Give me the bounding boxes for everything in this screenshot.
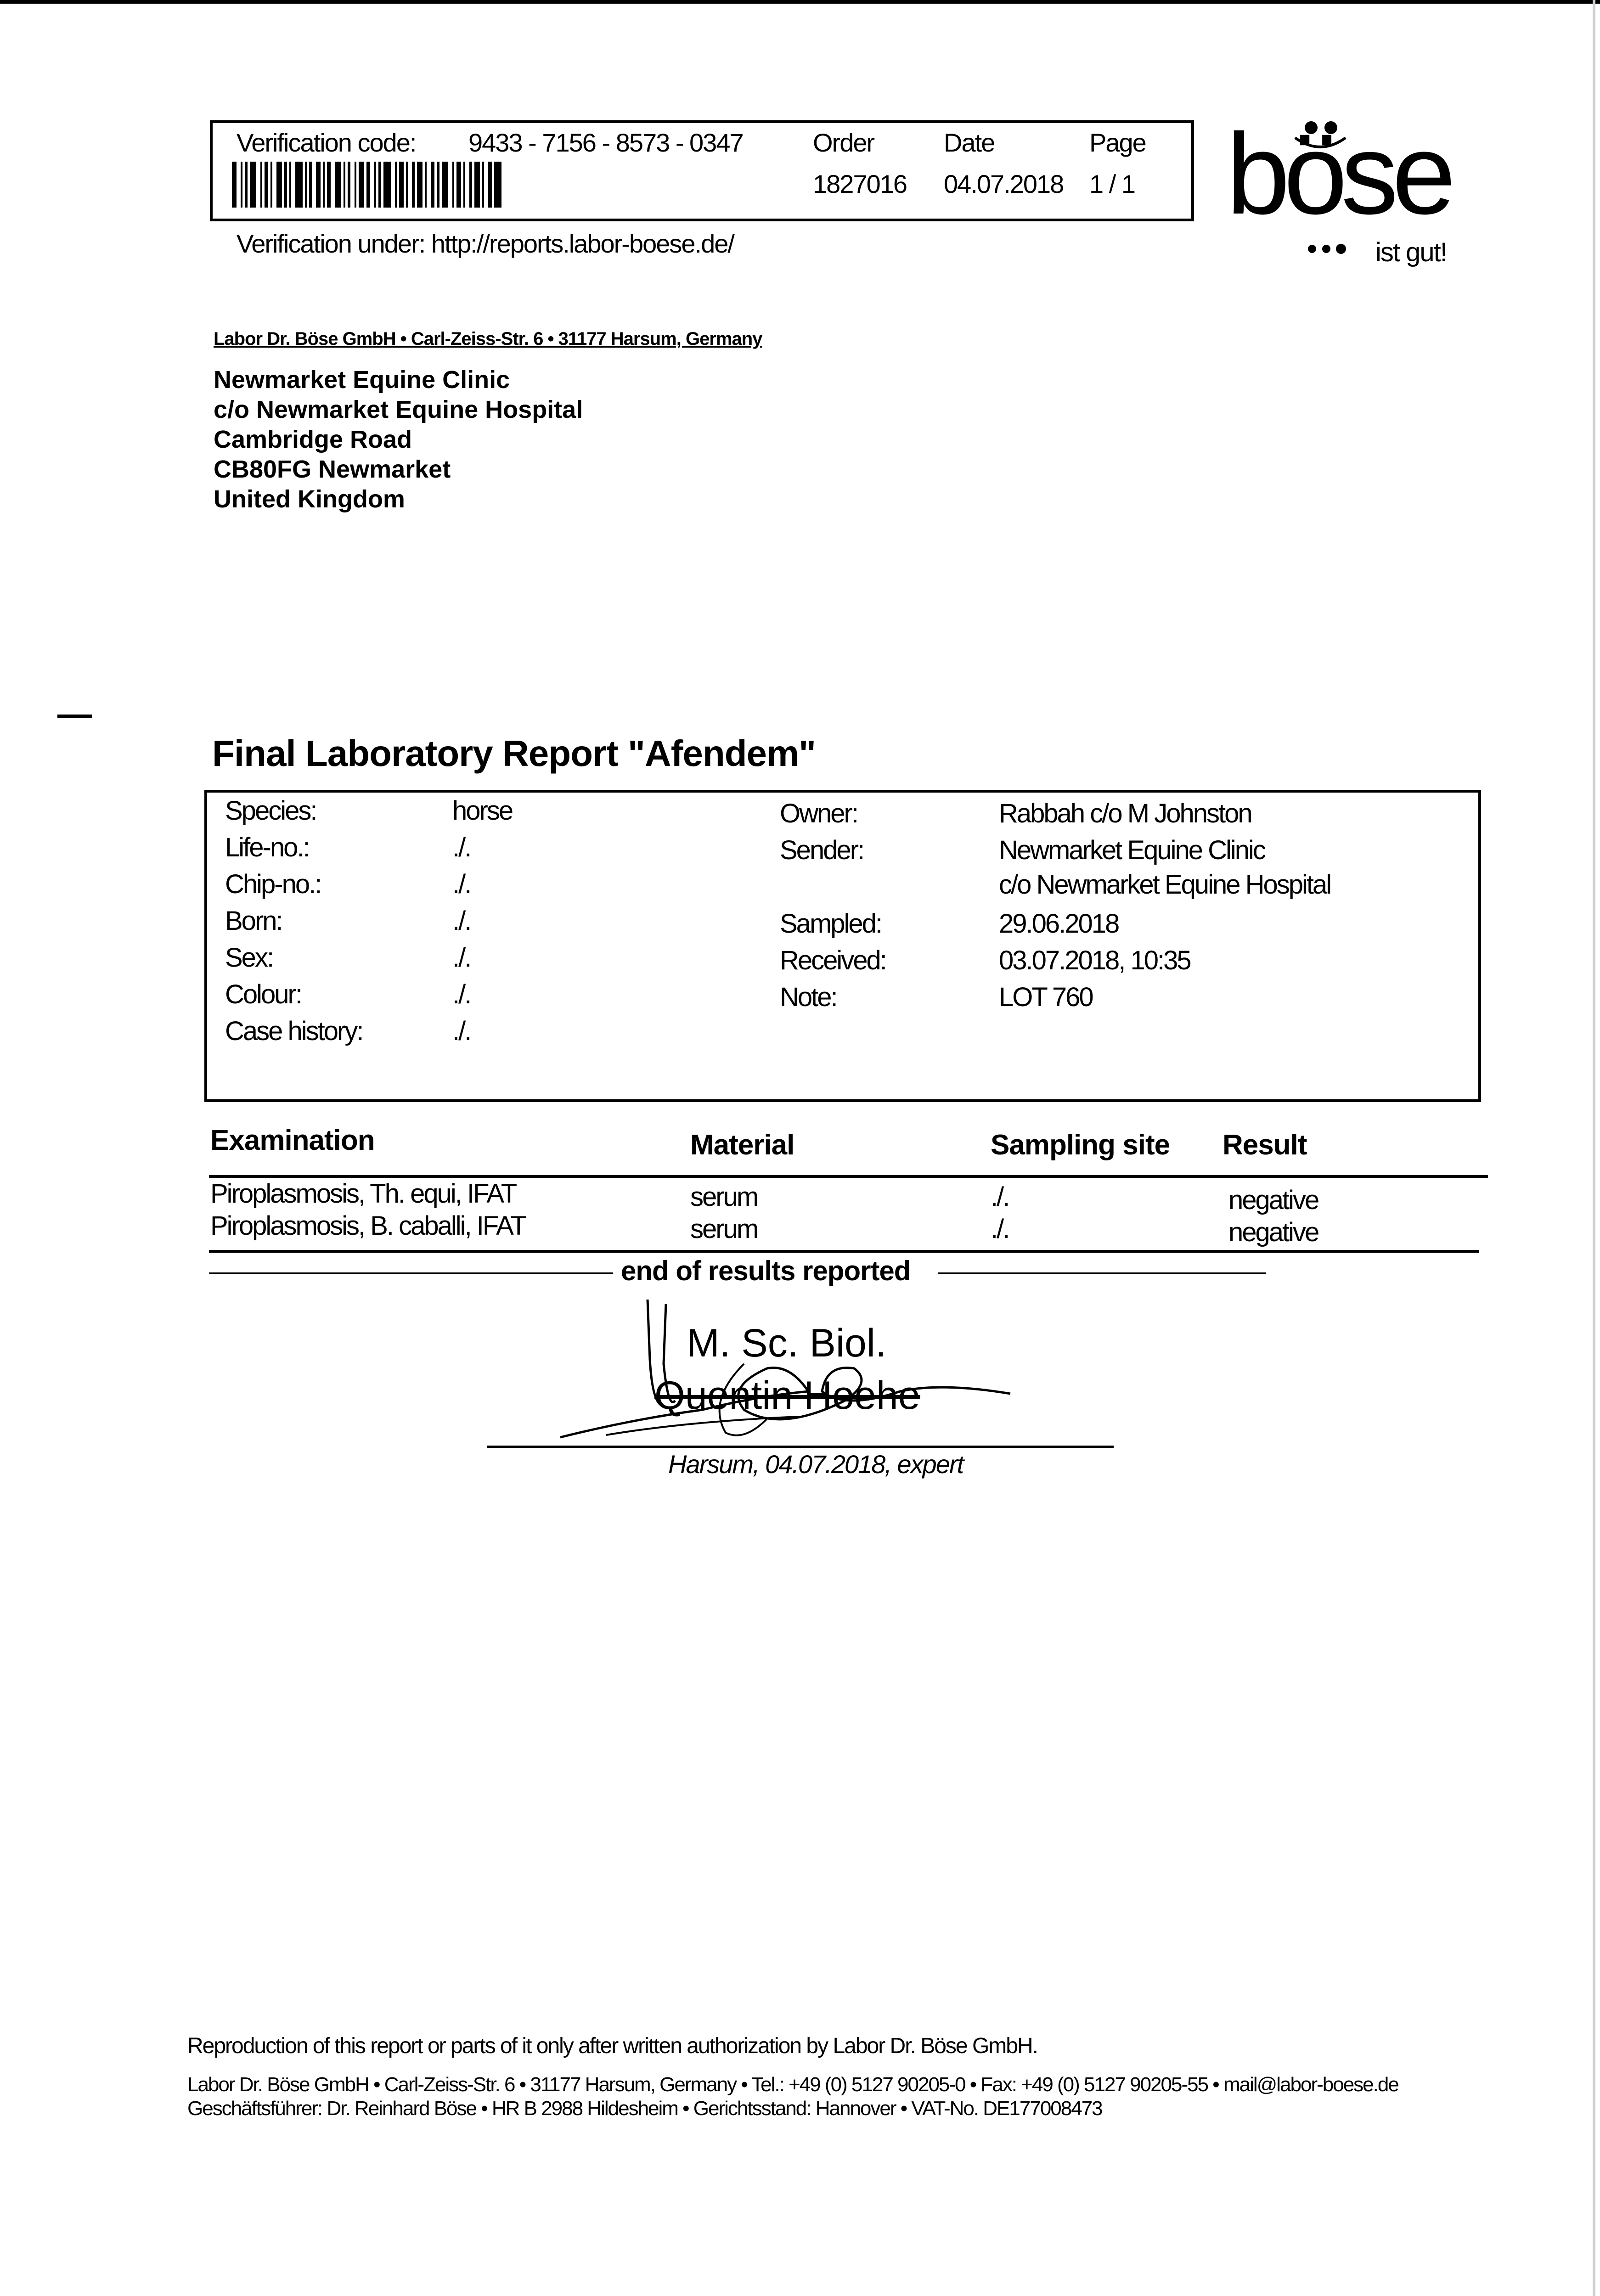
barcode-bar [378, 162, 381, 208]
verification-code-value: 9433 - 7156 - 8573 - 0347 [468, 128, 743, 157]
barcode-bar [412, 162, 415, 208]
barcode [232, 162, 553, 208]
boese-logo [1226, 92, 1483, 238]
barcode-bar [295, 162, 303, 208]
barcode-bar [359, 162, 364, 208]
recipient-line: United Kingdom [214, 485, 405, 513]
verification-url: Verification under: http://reports.labor-boese.de/ [237, 229, 734, 258]
info-label: Sender: [780, 835, 864, 865]
right-edge-shadow [1593, 0, 1595, 2296]
logo-brand-text: böse [1226, 110, 1450, 238]
table-cell-result: negative [1228, 1217, 1318, 1247]
barcode-bar [474, 162, 480, 208]
table-bottom-rule [209, 1250, 1479, 1253]
date-label: Date [944, 128, 995, 157]
barcode-bar [265, 162, 268, 208]
footer-legal: Geschäftsführer: Dr. Reinhard Böse • HR B 2988 Hildesheim • Gerichtsstand: Hannover • VAT-No. DE177008473 [187, 2097, 1102, 2120]
barcode-bar [348, 162, 350, 208]
table-header-rule [209, 1175, 1488, 1178]
info-value: ./. [452, 906, 471, 936]
page-label: Page [1089, 128, 1146, 157]
recipient-line: c/o Newmarket Equine Hospital [214, 396, 583, 423]
barcode-bar [437, 162, 439, 208]
info-label: Colour: [225, 979, 301, 1009]
barcode-bar [344, 162, 345, 208]
barcode-bar [383, 162, 391, 208]
footer-reproduction-note: Reproduction of this report or parts of it only after written authorization by Labor Dr. Böse GmbH. [187, 2034, 1037, 2058]
info-label: Sampled: [780, 909, 882, 939]
info-value: ./. [452, 943, 471, 973]
info-label: Species: [225, 796, 316, 826]
info-label: Owner: [780, 799, 857, 828]
barcode-bar [250, 162, 256, 208]
column-header-examination: Examination [210, 1125, 375, 1156]
table-cell-material: serum [690, 1182, 758, 1212]
barcode-bar [289, 162, 291, 208]
table-cell-sampling-site: ./. [991, 1182, 1009, 1212]
end-rule-right [938, 1272, 1266, 1274]
barcode-bar [309, 162, 312, 208]
table-cell-examination: Piroplasmosis, B. caballi, IFAT [210, 1211, 525, 1241]
recipient-line: Newmarket Equine Clinic [214, 366, 510, 394]
barcode-bar [316, 162, 321, 208]
table-cell-sampling-site: ./. [991, 1214, 1009, 1244]
barcode-bar [270, 162, 272, 208]
info-value: ./. [452, 979, 471, 1009]
recipient-line: CB80FG Newmarket [214, 456, 451, 483]
table-cell-examination: Piroplasmosis, Th. equi, IFAT [210, 1179, 516, 1209]
barcode-bar [488, 162, 492, 208]
info-label: Received: [780, 945, 886, 975]
info-label: Life-no.: [225, 833, 309, 862]
order-value: 1827016 [813, 169, 907, 198]
barcode-bar [463, 162, 465, 208]
column-header-sampling-site: Sampling site [991, 1129, 1170, 1161]
signature-caption: Harsum, 04.07.2018, expert [668, 1450, 963, 1479]
info-value: c/o Newmarket Equine Hospital [999, 870, 1331, 900]
column-header-result: Result [1223, 1129, 1307, 1161]
barcode-bar [355, 162, 356, 208]
report-title: Final Laboratory Report "Afendem" [212, 733, 816, 774]
end-rule-left [209, 1272, 613, 1274]
info-value: 29.06.2018 [999, 909, 1119, 939]
barcode-bar [374, 162, 376, 208]
barcode-bar [494, 162, 501, 208]
barcode-bar [327, 162, 331, 208]
info-value: Rabbah c/o M Johnston [999, 799, 1251, 828]
top-edge-line [0, 0, 1600, 4]
sender-return-address: Labor Dr. Böse GmbH • Carl-Zeiss-Str. 6 • 31177 Harsum, Germany [214, 329, 762, 349]
info-value: 03.07.2018, 10:35 [999, 945, 1190, 975]
barcode-bar [305, 162, 307, 208]
barcode-bar [456, 162, 461, 208]
barcode-bar [395, 162, 397, 208]
info-label: Note: [780, 982, 837, 1012]
barcode-bar [241, 162, 242, 208]
table-cell-result: negative [1228, 1185, 1318, 1215]
fold-mark [57, 715, 92, 718]
barcode-bar [406, 162, 408, 208]
logo-graphic [1226, 92, 1483, 257]
signature-line [487, 1446, 1114, 1448]
info-label: Case history: [225, 1016, 363, 1046]
info-value: ./. [452, 1016, 471, 1046]
barcode-bar [323, 162, 325, 208]
info-label: Chip-no.: [225, 869, 321, 899]
info-value: horse [452, 796, 513, 826]
barcode-bar [442, 162, 448, 208]
signer-degree: M. Sc. Biol. [687, 1321, 886, 1365]
signer-name: Quentin Hoehe [654, 1373, 920, 1418]
barcode-bar [452, 162, 454, 208]
barcode-bar [335, 162, 341, 208]
barcode-bar [284, 162, 287, 208]
page-value: 1 / 1 [1089, 169, 1135, 198]
info-value: ./. [452, 833, 471, 862]
barcode-bar [417, 162, 423, 208]
verification-code-label: Verification code: [237, 128, 416, 157]
logo-tagline: ist gut! [1375, 237, 1447, 267]
order-label: Order [813, 128, 874, 157]
date-value: 04.07.2018 [944, 169, 1064, 198]
table-cell-material: serum [690, 1214, 758, 1244]
barcode-bar [276, 162, 282, 208]
barcode-bar [425, 162, 427, 208]
info-label: Born: [225, 906, 282, 936]
barcode-bar [245, 162, 248, 208]
barcode-bar [399, 162, 404, 208]
barcode-bar [469, 162, 472, 208]
barcode-bar [366, 162, 370, 208]
barcode-bar [482, 162, 484, 208]
handwritten-signature [551, 1295, 1020, 1446]
column-header-material: Material [690, 1129, 794, 1161]
info-label: Sex: [225, 943, 273, 973]
end-of-results-text: end of results reported [621, 1255, 911, 1286]
info-value: LOT 760 [999, 982, 1093, 1012]
barcode-bar [260, 162, 262, 208]
recipient-line: Cambridge Road [214, 426, 412, 453]
barcode-bar [232, 162, 237, 208]
footer-contact: Labor Dr. Böse GmbH • Carl-Zeiss-Str. 6 • 31177 Harsum, Germany • Tel.: +49 (0) 5127 90205-0 • Fax: +49 (0) 5127 90205-55 • mail@labor-boese.de [187, 2073, 1398, 2096]
info-value: ./. [452, 869, 471, 899]
info-value: Newmarket Equine Clinic [999, 835, 1265, 865]
barcode-bar [431, 162, 434, 208]
